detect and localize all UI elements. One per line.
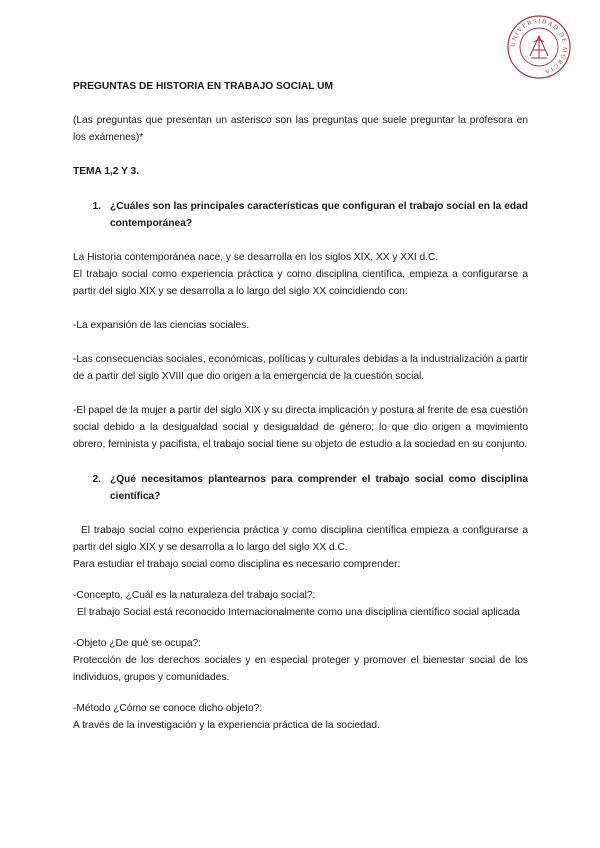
section-heading: TEMA 1,2 Y 3. [73, 166, 140, 177]
question-text: ¿Cuáles son las principales características que configuran el trabajo social en la edad contemporánea? [110, 201, 528, 229]
question-2 [73, 471, 528, 505]
answer-paragraph: El trabajo social como experiencia práctica y como disciplina científica empieza a configurarse a partir del siglo XIX y se desarrolla a lo largo del siglo XX d.C. [73, 525, 528, 553]
objeto-label: -Objeto ¿De qué se ocupa?: [73, 638, 201, 649]
answer-paragraph: El trabajo social como experiencia práctica y como disciplina científica, empieza a configurarse a partir del siglo XIX y se desarrolla a lo largo del siglo XX coincidiendo con: [73, 269, 528, 297]
document-body [73, 78, 528, 734]
answer-bullet: -La expansión de las ciencias sociales. [73, 320, 250, 331]
question-1 [73, 198, 528, 232]
metodo-label: -Método ¿Cómo se conoce dicho objeto?: [73, 703, 263, 714]
answer-paragraph: Para estudiar el trabajo social como disciplina es necesario comprender: [73, 559, 401, 570]
question-number: 1. [92, 201, 101, 212]
answer-bullet: -El papel de la mujer a partir del siglo XIX y su directa implicación y postura al frente de esa cuestión social debido a la desigualdad social y desigualdad de género; lo que dio origen a movimiento obrero, feminista y pacifista, el trabajo social tiene su objeto de estudio a la sociedad en su conjunto. [73, 405, 528, 450]
question-text: ¿Qué necesitamos plantearnos para comprender el trabajo social como disciplina científica? [110, 474, 528, 502]
answer-bullet: -Las consecuencias sociales, económicas, políticas y culturales debidas a la industrialización a partir de a partir del siglo XVIII que dio origen a la emergencia de la cuestión social. [73, 354, 528, 382]
svg-text:UNIVERSIDAD DE MURCIA: UNIVERSIDAD DE MURCIA [509, 17, 569, 76]
answer-paragraph: La Historia contemporánea nace, y se desarrolla en los siglos XIX, XX y XXI d.C. [73, 252, 439, 263]
university-seal-icon [506, 14, 572, 80]
metodo-text: A través de la investigación y la experiencia práctica de la sociedad. [73, 720, 380, 731]
concepto-text: El trabajo Social está reconocido Internacionalmente como una disciplina científico social aplicada [77, 607, 520, 618]
question-number: 2. [92, 474, 101, 485]
objeto-text: Protección de los derechos sociales y en especial proteger y promover el bienestar social de los individuos, grupos y comunidades. [73, 655, 528, 683]
concepto-label: -Concepto, ¿Cuál es la naturaleza del trabajo social?: [73, 590, 316, 601]
page-title: PREGUNTAS DE HISTORIA EN TRABAJO SOCIAL UM [73, 81, 333, 92]
intro-note: (Las preguntas que presentan un asterisco son las preguntas que suele preguntar la profesora en los exámenes)* [73, 115, 528, 143]
